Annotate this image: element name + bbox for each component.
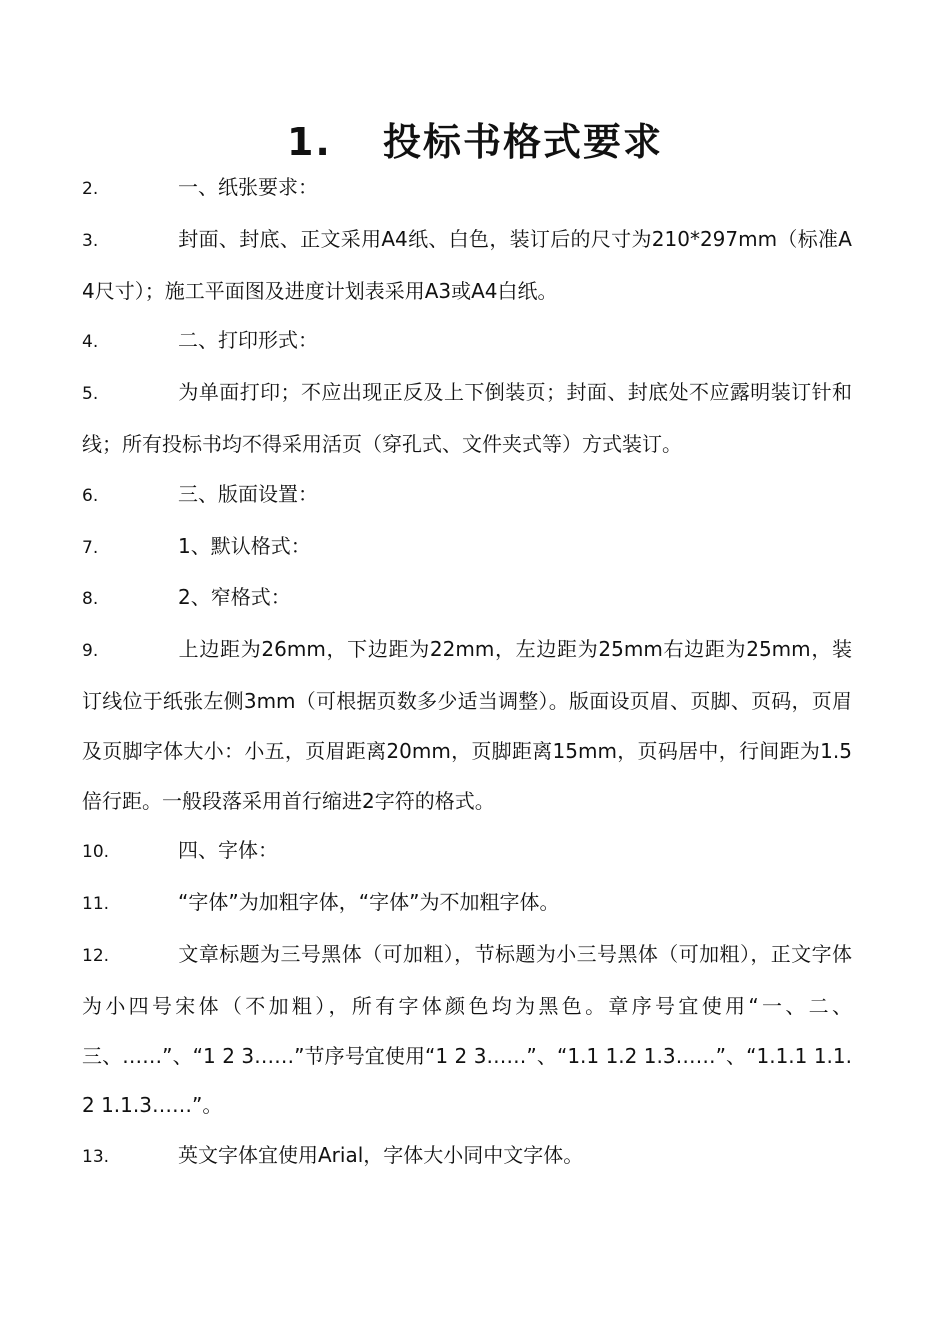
paragraph-number: 6.: [82, 485, 99, 506]
paragraph: [82, 215, 852, 317]
paragraph-number: 13.: [82, 1147, 110, 1168]
paragraph-number: 12.: [82, 945, 110, 966]
paragraph-number: 4.: [82, 332, 99, 353]
paragraph: [82, 1131, 852, 1183]
paragraph-text: 2、窄格式：: [178, 585, 291, 610]
paragraph: [82, 522, 852, 574]
title-number: 1.: [286, 120, 332, 164]
paragraph-number: 7.: [82, 537, 99, 558]
paragraph-number: 9.: [82, 641, 99, 662]
document-body: [82, 163, 852, 1183]
paragraph-text: 文章标题为三号黑体（可加粗），节标题为小三号黑体（可加粗），正文字体为小四号宋体（不加粗），所有字体颜色均为黑色。章序号宜使用“一、二、三、……”、“1 2 3……”节序号宜使用“1 2 3……”、“1.1 1.2 1.3……”、“1.1.1 1.1.2 1.1.3……”。: [82, 941, 852, 1118]
paragraph-text: 上边距为26mm，下边距为22mm，左边距为25mm右边距为25mm，装订线位于纸张左侧3mm（可根据页数多少适当调整）。版面设页眉、页脚、页码，页眉及页脚字体大小：小五，页眉距离20mm，页脚距离15mm，页码居中，行间距为1.5倍行距。一般段落采用首行缩进2字符的格式。: [82, 637, 852, 813]
paragraph: [82, 470, 852, 522]
paragraph-text: 封面、封底、正文采用A4纸、白色，装订后的尺寸为210*297mm（标准A4尺寸）；施工平面图及进度计划表采用A3或A4白纸。: [82, 226, 852, 303]
paragraph-number: 11.: [82, 894, 110, 915]
paragraph-number: 10.: [82, 842, 110, 863]
paragraph-number: 5.: [82, 384, 99, 405]
paragraph-text: 为单面打印；不应出现正反及上下倒装页；封面、封底处不应露明装订针和线；所有投标书均不得采用活页（穿孔式、文件夹式等）方式装订。: [82, 380, 852, 456]
title-text: 投标书格式要求: [382, 120, 663, 164]
paragraph-text: 1、默认格式：: [178, 533, 311, 558]
paragraph-text: 一、纸张要求：: [178, 175, 318, 199]
paragraph-number: 3.: [82, 230, 99, 251]
paragraph-text: 四、字体：: [178, 838, 278, 863]
paragraph-text: 二、打印形式：: [178, 328, 318, 353]
paragraph-text: “字体”为加粗字体，“字体”为不加粗字体。: [178, 890, 560, 915]
paragraph-number: 8.: [82, 589, 99, 610]
paragraph-text: 三、版面设置：: [178, 481, 318, 506]
paragraph: [82, 163, 852, 215]
paragraph: [82, 930, 852, 1131]
paragraph: [82, 368, 852, 470]
paragraph-text: 英文字体宜使用Arial，字体大小同中文字体。: [178, 1143, 584, 1168]
paragraph: [82, 573, 852, 625]
paragraph: [82, 878, 852, 930]
paragraph-number: 2.: [82, 179, 99, 199]
paragraph: [82, 625, 852, 826]
paragraph: [82, 826, 852, 878]
paragraph: [82, 316, 852, 368]
